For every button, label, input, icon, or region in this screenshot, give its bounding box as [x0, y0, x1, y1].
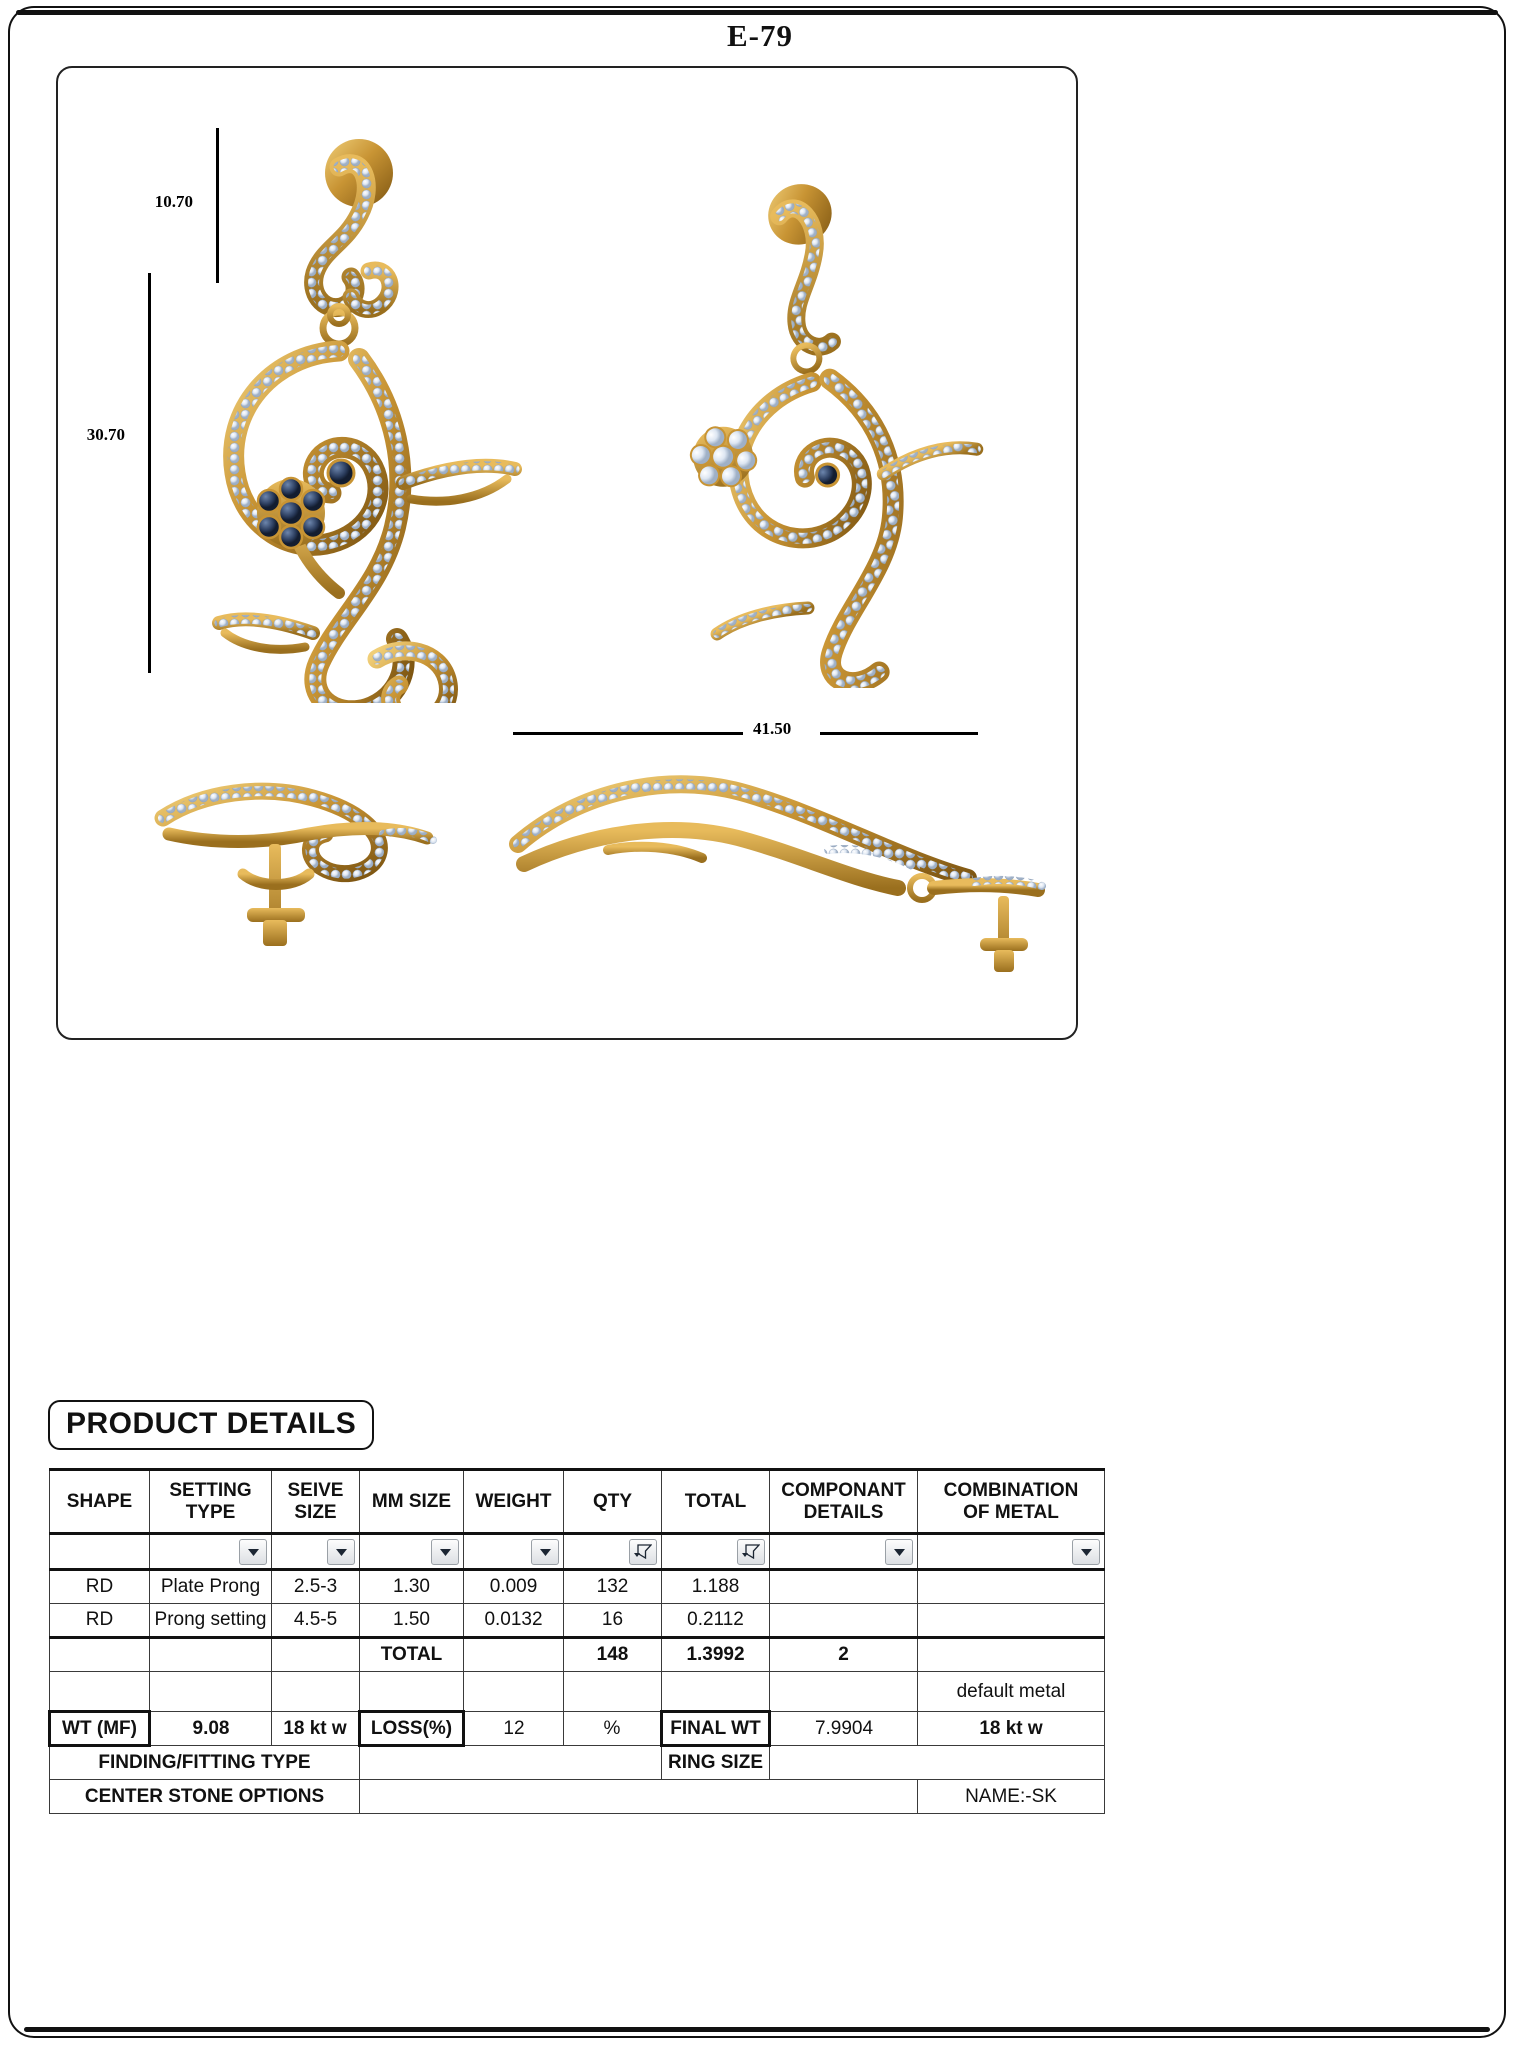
cell-ring-size-value[interactable]: [770, 1746, 1105, 1780]
cell-setting-type: Prong setting: [150, 1604, 272, 1638]
filter-dropdown-icon[interactable]: [885, 1539, 913, 1565]
cell-empty: [360, 1672, 464, 1712]
cell-wt-mf-value: 9.08: [150, 1712, 272, 1746]
cell-loss-unit: %: [564, 1712, 662, 1746]
table-row: [50, 1570, 1105, 1604]
table-filter-row: [50, 1534, 1105, 1570]
dimension-line-width-left: [513, 732, 743, 735]
cell-empty: [662, 1672, 770, 1712]
cell-final-wt-label: FINAL WT: [662, 1712, 770, 1746]
cell-empty: [150, 1638, 272, 1672]
filter-cell-componant-details[interactable]: [770, 1534, 918, 1570]
column-header-weight: WEIGHT: [464, 1470, 564, 1534]
cell-weight: 0.009: [464, 1570, 564, 1604]
filter-dropdown-icon[interactable]: [531, 1539, 559, 1565]
cell-designer-name: NAME:-SK: [918, 1780, 1105, 1814]
product-details-label: PRODUCT DETAILS: [48, 1400, 374, 1450]
filter-dropdown-icon[interactable]: [327, 1539, 355, 1565]
dimension-label-drop-height: 10.70: [152, 192, 196, 212]
cell-empty: [464, 1638, 564, 1672]
cell-qty: 132: [564, 1570, 662, 1604]
cell-componant-details: [770, 1570, 918, 1604]
filter-cell-total[interactable]: [662, 1534, 770, 1570]
dimension-label-width: 41.50: [750, 719, 794, 739]
column-header-shape: SHAPE: [50, 1470, 150, 1534]
cell-finding-fitting-value[interactable]: [360, 1746, 662, 1780]
filter-cell-shape: [50, 1534, 150, 1570]
cell-empty: [272, 1672, 360, 1712]
cell-combination-of-metal: [918, 1570, 1105, 1604]
cell-shape: RD: [50, 1604, 150, 1638]
column-header-qty: QTY: [564, 1470, 662, 1534]
cell-total: 1.188: [662, 1570, 770, 1604]
earring-angled-view: [558, 168, 988, 688]
cell-weight: 0.0132: [464, 1604, 564, 1638]
cell-empty: [464, 1672, 564, 1712]
cell-empty: [50, 1672, 150, 1712]
cell-empty: [50, 1638, 150, 1672]
dimension-line-width-right: [820, 732, 978, 735]
earring-side-view-right: [498, 738, 1058, 998]
cell-empty: [150, 1672, 272, 1712]
filter-dropdown-icon[interactable]: [431, 1539, 459, 1565]
cell-seive-size: 2.5-3: [272, 1570, 360, 1604]
cell-final-wt-value: 7.9904: [770, 1712, 918, 1746]
filter-dropdown-icon[interactable]: [239, 1539, 267, 1565]
table-center-stone-row: [50, 1780, 1105, 1814]
cell-loss-value: 12: [464, 1712, 564, 1746]
filter-cell-combination-of-metal[interactable]: [918, 1534, 1105, 1570]
table-default-metal-row: [50, 1672, 1105, 1712]
cell-empty: [564, 1672, 662, 1712]
filter-cell-qty[interactable]: [564, 1534, 662, 1570]
cell-loss-label: LOSS(%): [360, 1712, 464, 1746]
cell-setting-type: Plate Prong: [150, 1570, 272, 1604]
cell-empty: [272, 1638, 360, 1672]
cell-finding-fitting-label: FINDING/FITTING TYPE: [50, 1746, 360, 1780]
cell-mm-size: 1.30: [360, 1570, 464, 1604]
column-header-total: TOTAL: [662, 1470, 770, 1534]
cell-total-label: TOTAL: [360, 1638, 464, 1672]
cell-seive-size: 4.5-5: [272, 1604, 360, 1638]
cell-qty: 16: [564, 1604, 662, 1638]
table-row: [50, 1604, 1105, 1638]
column-header-seive-size: SEIVE SIZE: [272, 1470, 360, 1534]
cell-karat: 18 kt w: [272, 1712, 360, 1746]
column-header-componant-details: COMPONANT DETAILS: [770, 1470, 918, 1534]
cell-ring-size-label: RING SIZE: [662, 1746, 770, 1780]
column-header-combination-of-metal: COMBINATION OF METAL: [918, 1470, 1105, 1534]
dimension-label-total-height: 30.70: [84, 425, 128, 445]
earring-front-view: [163, 123, 583, 703]
cell-empty: [918, 1638, 1105, 1672]
page-title: E-79: [727, 18, 793, 53]
cell-center-stone-value[interactable]: [360, 1780, 918, 1814]
cell-componant-details: [770, 1604, 918, 1638]
cell-empty: [770, 1672, 918, 1712]
table-weight-row: [50, 1712, 1105, 1746]
cell-default-metal: default metal: [918, 1672, 1105, 1712]
column-header-mm-size: MM SIZE: [360, 1470, 464, 1534]
earring-side-view-left: [143, 748, 453, 978]
cell-center-stone-label: CENTER STONE OPTIONS: [50, 1780, 360, 1814]
product-render-viewport: [56, 66, 1078, 1040]
dimension-line-total-height: [148, 273, 151, 673]
filter-cell-mm-size[interactable]: [360, 1534, 464, 1570]
filter-cell-weight[interactable]: [464, 1534, 564, 1570]
cell-total-weight: 1.3992: [662, 1638, 770, 1672]
cell-total-qty: 148: [564, 1638, 662, 1672]
table-finding-row: [50, 1746, 1105, 1780]
cell-mm-size: 1.50: [360, 1604, 464, 1638]
table-total-row: [50, 1638, 1105, 1672]
filter-cell-seive-size[interactable]: [272, 1534, 360, 1570]
cell-total: 0.2112: [662, 1604, 770, 1638]
filter-cell-setting-type[interactable]: [150, 1534, 272, 1570]
cell-final-metal: 18 kt w: [918, 1712, 1105, 1746]
table-header-row: [50, 1470, 1105, 1534]
cell-wt-mf-label: WT (MF): [50, 1712, 150, 1746]
cell-combination-of-metal: [918, 1604, 1105, 1638]
filter-dropdown-icon[interactable]: [1072, 1539, 1100, 1565]
filter-applied-funnel-icon[interactable]: [737, 1539, 765, 1565]
filter-applied-funnel-icon[interactable]: [629, 1539, 657, 1565]
column-header-setting-type: SETTING TYPE: [150, 1470, 272, 1534]
product-details-table: [48, 1468, 1105, 1814]
cell-componant-count: 2: [770, 1638, 918, 1672]
cell-shape: RD: [50, 1570, 150, 1604]
